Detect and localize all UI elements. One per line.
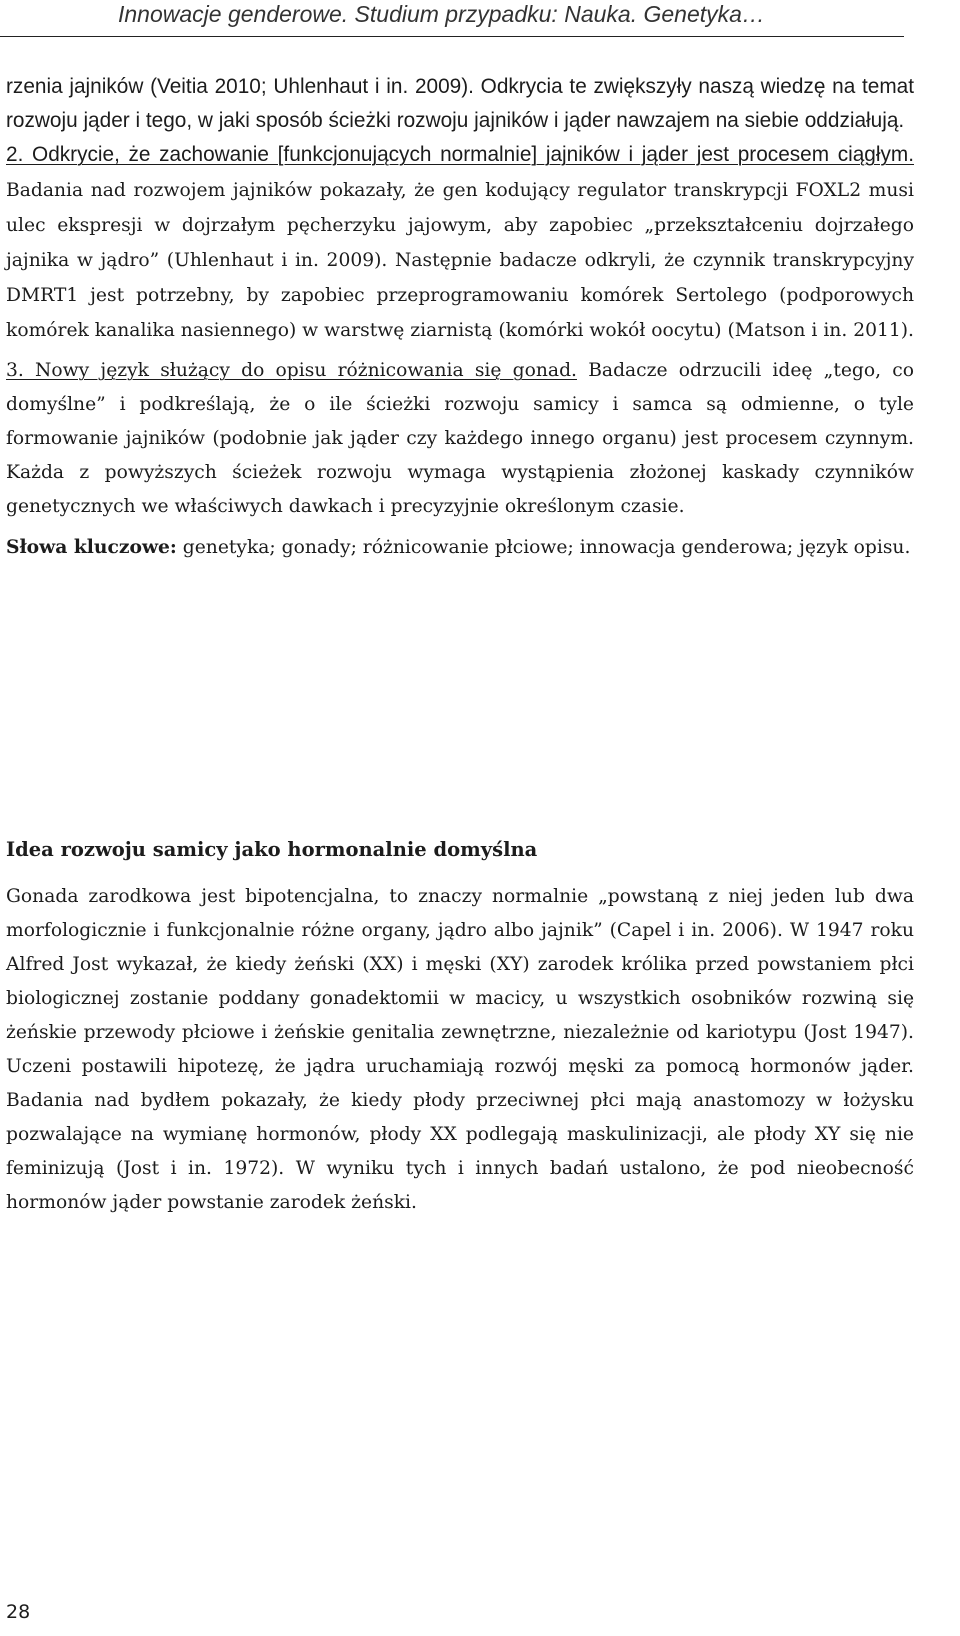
section-heading: Idea rozwoju samicy jako hormonalnie domyślna xyxy=(6,838,538,861)
section-body xyxy=(6,880,914,1220)
point-2-body: Badania nad rozwojem jajników pokazały, że gen kodujący regulator transkrypcji FOXL2 musi ulec ekspresji w dojrzałym pęcherzyku jajowym, aby zapobiec „przekształceniu dojrzałego jajnika w jądro” (Uhlenhaut i in. 2009). Następnie badacze odkryli, że czynnik transkrypcyjny DMRT1 jest potrzebny, by zapobiec przeprogramowaniu komórek Sertolego (podporowych komórek kanalika nasiennego) w warstwę ziarnistą (komórki wokół oocytu) (Matson i in. 2011). xyxy=(6,180,914,341)
running-title: Innowacje genderowe. Studium przypadku: Nauka. Genetyka… xyxy=(118,1,765,27)
keywords-text: genetyka; gonady; różnicowanie płciowe; innowacja genderowa; język opisu. xyxy=(176,537,911,558)
keywords-paragraph xyxy=(6,530,914,565)
running-header xyxy=(0,0,904,37)
point-3-paragraph xyxy=(6,354,914,524)
keywords-label: Słowa kluczowe: xyxy=(6,536,177,558)
point-2-heading xyxy=(6,138,914,348)
main-content xyxy=(6,70,914,565)
point-2-heading-text: 2. Odkrycie, że zachowanie [funkcjonujących normalnie] jajników i jąder jest procesem ciągłym. xyxy=(6,143,914,166)
point-3-body: Badacze odrzucili ideę „tego, co domyślne” i podkreślają, że o ile ścieżki rozwoju samicy i samca są odmienne, o tyle formowanie jajników (podobnie jak jąder czy każdego innego organu) jest procesem czynnym. Każda z powyższych ścieżek rozwoju wymaga wystąpienia złożonej kaskady czynników genetycznych we właściwych dawkach i precyzyjnie określonym czasie. xyxy=(6,360,915,517)
section-paragraph: Gonada zarodkowa jest bipotencjalna, to znaczy normalnie „powstaną z niej jeden lub dwa morfologicznie i funkcjonalnie różne organy, jądro albo jajnik” (Capel i in. 2006). W 1947 roku Alfred Jost wykazał, że kiedy żeński (XX) i męski (XY) zarodek królika przed powstaniem płci biologicznej zostanie poddany gonadektomii w macicy, u wszystkich osobników rozwiną się żeńskie przewody płciowe i żeńskie genitalia zewnętrzne, niezależnie od kariotypu (Jost 1947). Uczeni postawili hipotezę, że jądra uruchamiają rozwój męski za pomocą hormonów jąder. Badania nad bydłem pokazały, że kiedy płody przeciwnej płci mają anastomozy w łożysku pozwalające na wymianę hormonów, płody XX podlegają maskulinizacji, ale płody XY się nie feminizują (Jost i in. 1972). W wyniku tych i innych badań ustalono, że pod nieobecność hormonów jąder powstanie zarodek żeński. xyxy=(6,886,914,1213)
intro-paragraph: rzenia jajników (Veitia 2010; Uhlenhaut i in. 2009). Odkrycia te zwiększyły naszą wiedzę na temat rozwoju jąder i tego, w jaki sposób ścieżki rozwoju jajników i jąder nawzajem na siebie oddziałują. xyxy=(6,75,914,132)
page-number: 28 xyxy=(6,1601,31,1623)
point-3-heading-text: 3. Nowy język służący do opisu różnicowania się gonad. xyxy=(6,360,577,381)
